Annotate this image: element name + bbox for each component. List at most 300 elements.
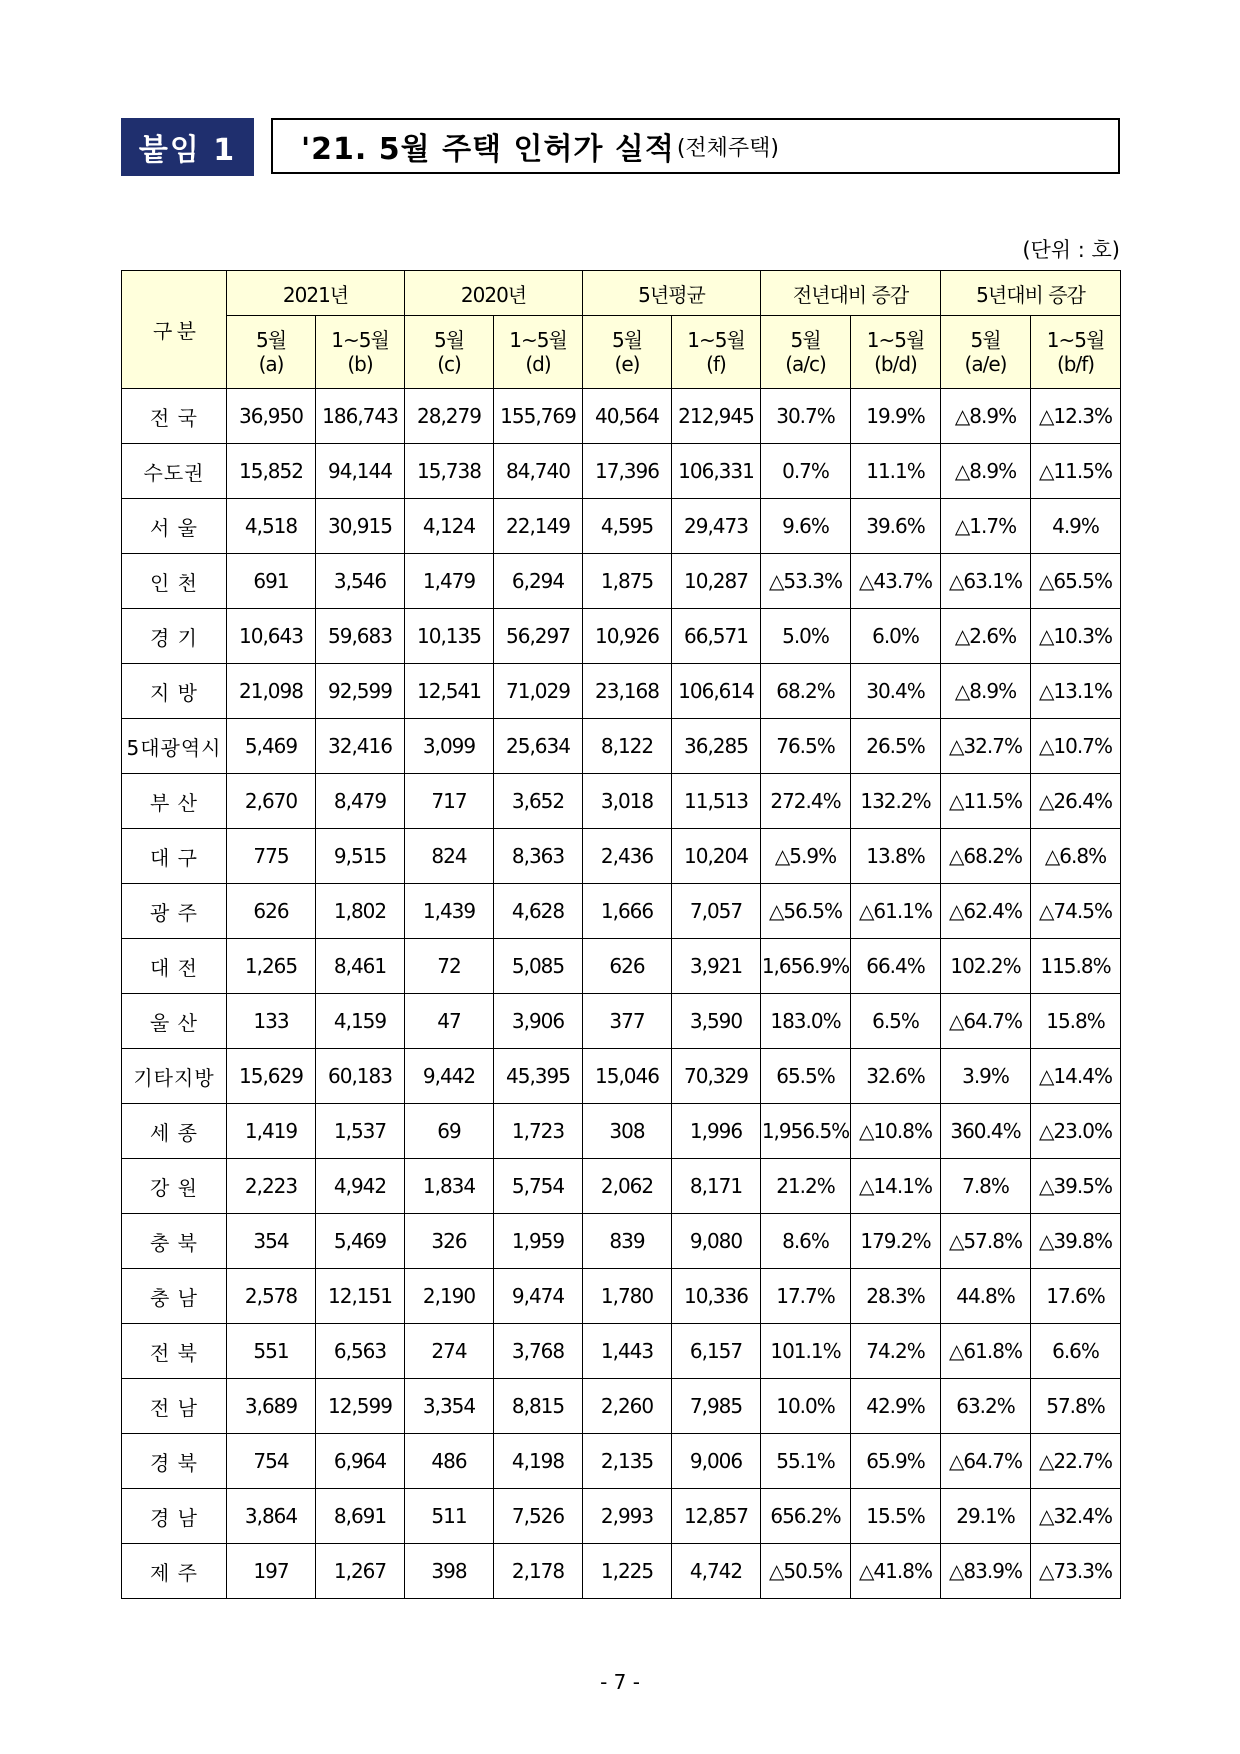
row-label: 충 북: [122, 1214, 227, 1269]
table-cell: 66.4%: [851, 939, 941, 994]
table-cell: 1,875: [583, 554, 672, 609]
table-cell: △64.7%: [941, 1434, 1031, 1489]
table-cell: 4,518: [227, 499, 316, 554]
subcolumn-code: (b/f): [1056, 352, 1095, 376]
table-cell: 4,942: [316, 1159, 405, 1214]
table-cell: 9,474: [494, 1269, 583, 1324]
table-cell: 5.0%: [761, 609, 851, 664]
table-cell: 45,395: [494, 1049, 583, 1104]
table-cell: 8,363: [494, 829, 583, 884]
table-cell: 308: [583, 1104, 672, 1159]
table-cell: 186,743: [316, 389, 405, 444]
table-cell: △64.7%: [941, 994, 1031, 1049]
table-cell: 691: [227, 554, 316, 609]
table-cell: 2,578: [227, 1269, 316, 1324]
subcolumn-header: [227, 316, 316, 389]
table-cell: △2.6%: [941, 609, 1031, 664]
table-cell: 10.0%: [761, 1379, 851, 1434]
table-row: [122, 1214, 1121, 1269]
table-cell: 2,135: [583, 1434, 672, 1489]
table-cell: 17.7%: [761, 1269, 851, 1324]
table-row: [122, 554, 1121, 609]
table-cell: 65.9%: [851, 1434, 941, 1489]
group-header: 2021년: [227, 271, 405, 316]
row-label: 전 국: [122, 389, 227, 444]
table-cell: △6.8%: [1031, 829, 1121, 884]
table-cell: 66,571: [672, 609, 761, 664]
table-cell: 10,135: [405, 609, 494, 664]
table-cell: 10,287: [672, 554, 761, 609]
table-cell: 69: [405, 1104, 494, 1159]
table-cell: △13.1%: [1031, 664, 1121, 719]
table-cell: 30,915: [316, 499, 405, 554]
table-cell: 76.5%: [761, 719, 851, 774]
table-cell: 9,515: [316, 829, 405, 884]
table-cell: 8,815: [494, 1379, 583, 1434]
table-cell: 70,329: [672, 1049, 761, 1104]
table-cell: 1,419: [227, 1104, 316, 1159]
table-cell: △26.4%: [1031, 774, 1121, 829]
row-label: 대 전: [122, 939, 227, 994]
table-row: [122, 884, 1121, 939]
table-cell: 60,183: [316, 1049, 405, 1104]
table-cell: 2,993: [583, 1489, 672, 1544]
table-cell: 40,564: [583, 389, 672, 444]
table-cell: 1,996: [672, 1104, 761, 1159]
table-cell: 3,864: [227, 1489, 316, 1544]
table-row: [122, 829, 1121, 884]
table-cell: 9,006: [672, 1434, 761, 1489]
group-header: 2020년: [405, 271, 583, 316]
table-cell: 551: [227, 1324, 316, 1379]
table-cell: △32.4%: [1031, 1489, 1121, 1544]
table-cell: 511: [405, 1489, 494, 1544]
group-header: 5년평균: [583, 271, 761, 316]
table-cell: 839: [583, 1214, 672, 1269]
table-cell: 23,168: [583, 664, 672, 719]
table-cell: 7,526: [494, 1489, 583, 1544]
row-label: 경 기: [122, 609, 227, 664]
subcolumn-header: [494, 316, 583, 389]
subcolumn-header: [316, 316, 405, 389]
table-cell: 11,513: [672, 774, 761, 829]
table-cell: 21,098: [227, 664, 316, 719]
table-cell: 7,985: [672, 1379, 761, 1434]
table-cell: 8,479: [316, 774, 405, 829]
table-cell: 28,279: [405, 389, 494, 444]
table-cell: 19.9%: [851, 389, 941, 444]
table-cell: 12,541: [405, 664, 494, 719]
table-cell: 30.7%: [761, 389, 851, 444]
corner-header: 구 분: [122, 271, 227, 389]
subcolumn-code: (c): [437, 352, 461, 376]
row-label: 전 북: [122, 1324, 227, 1379]
table-cell: 824: [405, 829, 494, 884]
row-label: 기타지방: [122, 1049, 227, 1104]
housing-permit-table: [121, 270, 1121, 1599]
table-row: [122, 939, 1121, 994]
table-cell: △22.7%: [1031, 1434, 1121, 1489]
table-row: [122, 664, 1121, 719]
table-cell: 1,956.5%: [761, 1104, 851, 1159]
subcolumn-header: [1031, 316, 1121, 389]
table-cell: △10.7%: [1031, 719, 1121, 774]
table-cell: 15,046: [583, 1049, 672, 1104]
subcolumn-code: (a/c): [785, 352, 826, 376]
table-cell: 15,738: [405, 444, 494, 499]
table-cell: △14.1%: [851, 1159, 941, 1214]
table-cell: △43.7%: [851, 554, 941, 609]
table-cell: △10.3%: [1031, 609, 1121, 664]
table-cell: 360.4%: [941, 1104, 1031, 1159]
table-row: [122, 1489, 1121, 1544]
table-cell: △8.9%: [941, 389, 1031, 444]
table-cell: 197: [227, 1544, 316, 1599]
table-cell: △68.2%: [941, 829, 1031, 884]
table-cell: 6,294: [494, 554, 583, 609]
table-cell: △12.3%: [1031, 389, 1121, 444]
table-cell: 71,029: [494, 664, 583, 719]
table-cell: 59,683: [316, 609, 405, 664]
table-cell: 2,223: [227, 1159, 316, 1214]
table-cell: 63.2%: [941, 1379, 1031, 1434]
table-body: [122, 389, 1121, 1599]
table-cell: 7.8%: [941, 1159, 1031, 1214]
table-cell: 1,265: [227, 939, 316, 994]
table-cell: 10,926: [583, 609, 672, 664]
table-cell: 754: [227, 1434, 316, 1489]
table-cell: 12,857: [672, 1489, 761, 1544]
table-cell: 6.5%: [851, 994, 941, 1049]
table-cell: △11.5%: [1031, 444, 1121, 499]
row-label: 수도권: [122, 444, 227, 499]
subcolumn-period: 5월: [611, 328, 643, 352]
table-cell: 4,628: [494, 884, 583, 939]
table-row: [122, 499, 1121, 554]
header-row-groups: [122, 271, 1121, 316]
table-cell: 92,599: [316, 664, 405, 719]
table-cell: △8.9%: [941, 444, 1031, 499]
table-cell: 9.6%: [761, 499, 851, 554]
table-cell: 56,297: [494, 609, 583, 664]
table-cell: △41.8%: [851, 1544, 941, 1599]
table-cell: 36,285: [672, 719, 761, 774]
table-cell: 106,331: [672, 444, 761, 499]
table-cell: 1,802: [316, 884, 405, 939]
table-cell: 5,469: [227, 719, 316, 774]
table-cell: 626: [583, 939, 672, 994]
table-cell: 42.9%: [851, 1379, 941, 1434]
table-row: [122, 994, 1121, 1049]
table-cell: 17.6%: [1031, 1269, 1121, 1324]
table-cell: 3,099: [405, 719, 494, 774]
table-cell: △39.5%: [1031, 1159, 1121, 1214]
subcolumn-period: 1~5월: [331, 328, 389, 352]
table-cell: 6,563: [316, 1324, 405, 1379]
table-cell: 1,723: [494, 1104, 583, 1159]
table-cell: 8,461: [316, 939, 405, 994]
subcolumn-header: [941, 316, 1031, 389]
row-label: 세 종: [122, 1104, 227, 1159]
table-cell: 1,439: [405, 884, 494, 939]
table-cell: 65.5%: [761, 1049, 851, 1104]
table-cell: 377: [583, 994, 672, 1049]
subcolumn-period: 1~5월: [687, 328, 745, 352]
table-cell: 4,159: [316, 994, 405, 1049]
table-cell: 8,122: [583, 719, 672, 774]
table-cell: △74.5%: [1031, 884, 1121, 939]
table-row: [122, 444, 1121, 499]
table-cell: 326: [405, 1214, 494, 1269]
table-cell: △14.4%: [1031, 1049, 1121, 1104]
table-cell: 5,754: [494, 1159, 583, 1214]
table-cell: 74.2%: [851, 1324, 941, 1379]
table-cell: 22,149: [494, 499, 583, 554]
group-header: 5년대비 증감: [941, 271, 1121, 316]
table-cell: 1,225: [583, 1544, 672, 1599]
table-row: [122, 609, 1121, 664]
table-cell: △63.1%: [941, 554, 1031, 609]
table-cell: 272.4%: [761, 774, 851, 829]
table-cell: 2,178: [494, 1544, 583, 1599]
table-cell: 2,190: [405, 1269, 494, 1324]
subcolumn-header: [405, 316, 494, 389]
subcolumn-code: (e): [614, 352, 640, 376]
table-row: [122, 1434, 1121, 1489]
table-cell: △32.7%: [941, 719, 1031, 774]
subcolumn-header: [672, 316, 761, 389]
table-row: [122, 1049, 1121, 1104]
table-cell: 656.2%: [761, 1489, 851, 1544]
table-cell: 6,157: [672, 1324, 761, 1379]
table-cell: 39.6%: [851, 499, 941, 554]
table-cell: △61.1%: [851, 884, 941, 939]
table-cell: 6.6%: [1031, 1324, 1121, 1379]
table-cell: 183.0%: [761, 994, 851, 1049]
row-label: 경 남: [122, 1489, 227, 1544]
table-cell: 775: [227, 829, 316, 884]
subcolumn-code: (f): [706, 352, 726, 376]
table-cell: 212,945: [672, 389, 761, 444]
table-cell: 8,691: [316, 1489, 405, 1544]
row-label: 5대광역시: [122, 719, 227, 774]
row-label: 전 남: [122, 1379, 227, 1434]
table-cell: 55.1%: [761, 1434, 851, 1489]
table-cell: 30.4%: [851, 664, 941, 719]
table-cell: 1,443: [583, 1324, 672, 1379]
attachment-badge: 붙임 1: [121, 118, 254, 176]
table-cell: 3,689: [227, 1379, 316, 1434]
table-cell: 17,396: [583, 444, 672, 499]
table-row: [122, 1104, 1121, 1159]
subcolumn-period: 5월: [255, 328, 287, 352]
table-row: [122, 774, 1121, 829]
table-cell: △57.8%: [941, 1214, 1031, 1269]
table-cell: 10,204: [672, 829, 761, 884]
table-cell: 21.2%: [761, 1159, 851, 1214]
unit-label: (단위 : 호): [1022, 238, 1120, 262]
subcolumn-period: 5월: [970, 328, 1001, 352]
row-label: 울 산: [122, 994, 227, 1049]
table-cell: 29.1%: [941, 1489, 1031, 1544]
subcolumn-code: (a): [258, 352, 284, 376]
table-cell: 11.1%: [851, 444, 941, 499]
table-cell: 3,921: [672, 939, 761, 994]
table-cell: 28.3%: [851, 1269, 941, 1324]
table-cell: 8,171: [672, 1159, 761, 1214]
table-row: [122, 1159, 1121, 1214]
page-number: - 7 -: [600, 1670, 640, 1694]
table-cell: 4,742: [672, 1544, 761, 1599]
table-cell: 68.2%: [761, 664, 851, 719]
table-cell: 102.2%: [941, 939, 1031, 994]
table-cell: 10,643: [227, 609, 316, 664]
row-label: 제 주: [122, 1544, 227, 1599]
subcolumn-period: 1~5월: [866, 328, 925, 352]
table-cell: 84,740: [494, 444, 583, 499]
table-cell: 3,906: [494, 994, 583, 1049]
table-cell: 9,442: [405, 1049, 494, 1104]
table-cell: △62.4%: [941, 884, 1031, 939]
table-cell: 1,666: [583, 884, 672, 939]
table-cell: 3,590: [672, 994, 761, 1049]
row-label: 충 남: [122, 1269, 227, 1324]
table-cell: 13.8%: [851, 829, 941, 884]
table-cell: △61.8%: [941, 1324, 1031, 1379]
row-label: 대 구: [122, 829, 227, 884]
table-cell: 4,595: [583, 499, 672, 554]
table-cell: 47: [405, 994, 494, 1049]
table-cell: 12,151: [316, 1269, 405, 1324]
table-cell: 132.2%: [851, 774, 941, 829]
table-cell: 7,057: [672, 884, 761, 939]
table-cell: △1.7%: [941, 499, 1031, 554]
subcolumn-header: [583, 316, 672, 389]
table-cell: 5,469: [316, 1214, 405, 1269]
table-cell: 32.6%: [851, 1049, 941, 1104]
row-label: 강 원: [122, 1159, 227, 1214]
table-cell: 3,546: [316, 554, 405, 609]
table-cell: 12,599: [316, 1379, 405, 1434]
table-cell: △39.8%: [1031, 1214, 1121, 1269]
table-row: [122, 1544, 1121, 1599]
table-cell: 1,537: [316, 1104, 405, 1159]
table-cell: 486: [405, 1434, 494, 1489]
table-cell: 15.5%: [851, 1489, 941, 1544]
table-cell: △8.9%: [941, 664, 1031, 719]
table-cell: △5.9%: [761, 829, 851, 884]
table-cell: 2,260: [583, 1379, 672, 1434]
row-label: 서 울: [122, 499, 227, 554]
table-cell: 626: [227, 884, 316, 939]
table-row: [122, 1324, 1121, 1379]
subcolumn-period: 1~5월: [1046, 328, 1105, 352]
table-cell: 4,198: [494, 1434, 583, 1489]
table-cell: △65.5%: [1031, 554, 1121, 609]
page-subtitle: (전체주택): [676, 135, 780, 161]
subcolumn-code: (d): [525, 352, 551, 376]
table-cell: 72: [405, 939, 494, 994]
table-cell: 0.7%: [761, 444, 851, 499]
table-cell: 9,080: [672, 1214, 761, 1269]
table-row: [122, 1269, 1121, 1324]
table-cell: 6,964: [316, 1434, 405, 1489]
table-cell: 4.9%: [1031, 499, 1121, 554]
table-cell: 2,436: [583, 829, 672, 884]
row-label: 인 천: [122, 554, 227, 609]
table-cell: △83.9%: [941, 1544, 1031, 1599]
table-cell: 1,959: [494, 1214, 583, 1269]
table-cell: 2,062: [583, 1159, 672, 1214]
table-cell: △23.0%: [1031, 1104, 1121, 1159]
table-cell: 274: [405, 1324, 494, 1379]
table-cell: △10.8%: [851, 1104, 941, 1159]
table-cell: 3.9%: [941, 1049, 1031, 1104]
table-cell: 1,479: [405, 554, 494, 609]
table-cell: 3,652: [494, 774, 583, 829]
table-cell: 1,267: [316, 1544, 405, 1599]
table-cell: 2,670: [227, 774, 316, 829]
subcolumn-code: (b): [347, 352, 373, 376]
table-cell: 717: [405, 774, 494, 829]
table-row: [122, 719, 1121, 774]
table-cell: 398: [405, 1544, 494, 1599]
table-cell: 94,144: [316, 444, 405, 499]
row-label: 지 방: [122, 664, 227, 719]
subcolumn-period: 1~5월: [509, 328, 567, 352]
table-cell: 179.2%: [851, 1214, 941, 1269]
table-cell: 155,769: [494, 389, 583, 444]
table-cell: 6.0%: [851, 609, 941, 664]
table-cell: 29,473: [672, 499, 761, 554]
header-row-subcolumns: [122, 316, 1121, 389]
table-cell: 3,768: [494, 1324, 583, 1379]
table-row: [122, 1379, 1121, 1434]
table-cell: 26.5%: [851, 719, 941, 774]
table-cell: 32,416: [316, 719, 405, 774]
table-cell: 1,834: [405, 1159, 494, 1214]
table-cell: 8.6%: [761, 1214, 851, 1269]
table-cell: △50.5%: [761, 1544, 851, 1599]
table-cell: 25,634: [494, 719, 583, 774]
table-cell: 115.8%: [1031, 939, 1121, 994]
table-cell: △11.5%: [941, 774, 1031, 829]
table-cell: 36,950: [227, 389, 316, 444]
table-cell: 3,018: [583, 774, 672, 829]
table-row: [122, 389, 1121, 444]
row-label: 경 북: [122, 1434, 227, 1489]
row-label: 광 주: [122, 884, 227, 939]
row-label: 부 산: [122, 774, 227, 829]
subcolumn-period: 5월: [790, 328, 821, 352]
table-cell: 15,629: [227, 1049, 316, 1104]
table-cell: 4,124: [405, 499, 494, 554]
title-box: [271, 118, 1120, 174]
table-cell: 101.1%: [761, 1324, 851, 1379]
subcolumn-code: (a/e): [964, 352, 1007, 376]
table-cell: 133: [227, 994, 316, 1049]
table-cell: △53.3%: [761, 554, 851, 609]
subcolumn-header: [761, 316, 851, 389]
table-cell: 44.8%: [941, 1269, 1031, 1324]
table-cell: △56.5%: [761, 884, 851, 939]
page-title: '21. 5월 주택 인허가 실적: [301, 132, 675, 167]
table-cell: 354: [227, 1214, 316, 1269]
subcolumn-code: (b/d): [874, 352, 917, 376]
subcolumn-header: [851, 316, 941, 389]
table-cell: 15,852: [227, 444, 316, 499]
table-cell: 1,780: [583, 1269, 672, 1324]
